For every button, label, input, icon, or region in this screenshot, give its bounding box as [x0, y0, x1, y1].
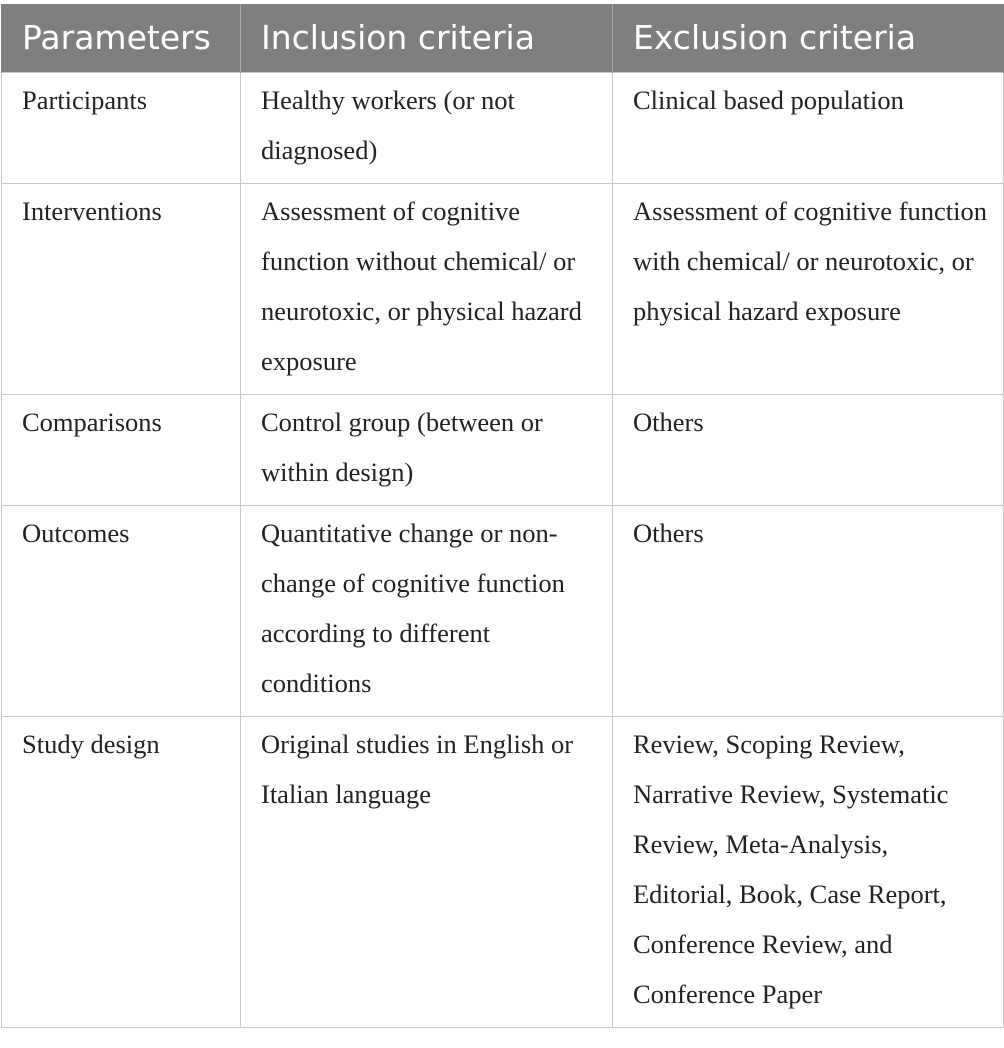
- exclusion-cell: Assessment of cognitive function with chemical/ or neurotoxic, or physical hazard exposure: [613, 184, 1004, 395]
- table-row: [2, 395, 1004, 506]
- exclusion-cell: Others: [613, 395, 1004, 506]
- inclusion-cell: Healthy workers (or not diagnosed): [241, 73, 613, 184]
- inclusion-cell: Quantitative change or non-change of cognitive function according to different conditions: [241, 506, 613, 717]
- parameter-cell: Outcomes: [2, 506, 241, 717]
- inclusion-cell: Original studies in English or Italian language: [241, 717, 613, 1028]
- parameter-cell: Comparisons: [2, 395, 241, 506]
- table-row: [2, 506, 1004, 717]
- table-row: [2, 73, 1004, 184]
- parameter-cell: Interventions: [2, 184, 241, 395]
- table-row: [2, 184, 1004, 395]
- parameter-cell: Participants: [2, 73, 241, 184]
- header-exclusion-criteria: Exclusion criteria: [613, 4, 1004, 73]
- header-parameters: Parameters: [2, 4, 241, 73]
- criteria-table: [1, 4, 1004, 1028]
- exclusion-cell: Clinical based population: [613, 73, 1004, 184]
- exclusion-cell: Review, Scoping Review, Narrative Review, Systematic Review, Meta-Analysis, Editorial, Book, Case Report, Conference Review, and Conference Paper: [613, 717, 1004, 1028]
- inclusion-cell: Assessment of cognitive function without chemical/ or neurotoxic, or physical hazard exposure: [241, 184, 613, 395]
- header-row: [2, 4, 1004, 73]
- exclusion-cell: Others: [613, 506, 1004, 717]
- header-inclusion-criteria: Inclusion criteria: [241, 4, 613, 73]
- inclusion-cell: Control group (between or within design): [241, 395, 613, 506]
- parameter-cell: Study design: [2, 717, 241, 1028]
- table-row: [2, 717, 1004, 1028]
